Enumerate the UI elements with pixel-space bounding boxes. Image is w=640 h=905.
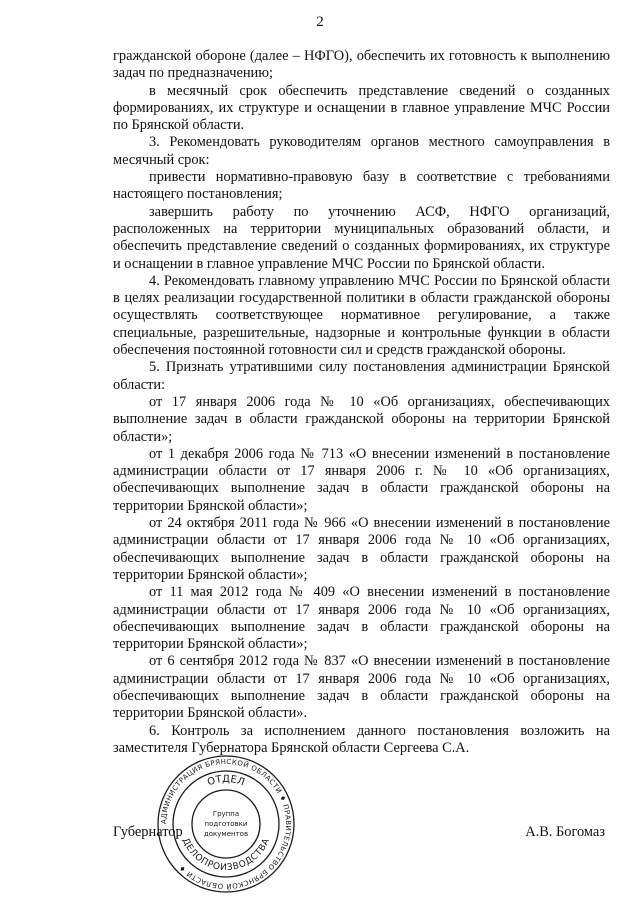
paragraph-11: от 11 мая 2012 года № 409 «О внесении изменений в постановление администрации области от 17 января 2006 года № 10 «Об организациях, обеспечивающих выполнение задач в области гражданской обороны на территории Брянской области»; [113,584,610,653]
stamp-center-line-1: Группа [212,810,240,818]
stamp-center-line-3: документов [203,830,249,838]
signature-name: А.В. Богомаз [525,824,605,840]
paragraph-10: от 24 октября 2011 года № 966 «О внесении изменений в постановление администрации области от 17 января 2006 года № 10 «Об организациях, обеспечивающих выполнение задач в области гражданской обороны на территории Брянской области»; [113,515,610,583]
stamp-bottom-text: ДЕЛОПРОИЗВОДСТВА [179,836,273,874]
document-body [113,48,610,757]
stamp-outer-text: АДМИНИСТРАЦИЯ БРЯНСКОЙ ОБЛАСТИ ♦ ПРАВИТЕЛЬСТВО БРЯНСКОЙ ОБЛАСТИ ♦ [159,757,293,891]
page-number: 2 [316,14,324,30]
office-stamp [156,754,296,894]
paragraph-9: от 1 декабря 2006 года № 713 «О внесении изменений в постановление администрации области от 17 января 2006 г. № 10 «Об организациях, обеспечивающих выполнение задач в области гражданской обороны на территории Брянской области»; [113,445,610,514]
paragraph-3: 3. Рекомендовать руководителям органов местного самоуправления в месячный срок: [113,134,610,168]
paragraph-6: 4. Рекомендовать главному управлению МЧС России по Брянской области в целях реализации государственной политики в области гражданской обороны осуществлять соответствующее нормативное регулирование, а также специальные, разрешительные, надзорные и контрольные функции в области обеспечения постоянной готовности сил и средств гражданской обороны. [113,272,610,359]
paragraph-4: привести нормативно-правовую базу в соответствие с требованиями настоящего постановления; [113,169,610,203]
paragraph-5: завершить работу по уточнению АСФ, НФГО организаций, расположенных на территории муниципальных образований области, и обеспечить представление сведений о созданных формированиях, их структуре и оснащении в главное управление МЧС России по Брянской области. [113,203,610,272]
signature-position: Губернатор [113,824,183,840]
paragraph-12: от 6 сентября 2012 года № 837 «О внесении изменений в постановление администрации области от 17 января 2006 года № 10 «Об организациях, обеспечивающих выполнение задач в области гражданской обороны на территории Брянской области». [113,653,610,722]
paragraph-2: в месячный срок обеспечить представление сведений о созданных формированиях, их структуре и оснащении в главное управление МЧС России по Брянской области. [113,82,610,134]
paragraph-8: от 17 января 2006 года № 10 «Об организациях, обеспечивающих выполнение задач в области гражданской обороны на территории Брянской области»; [113,393,610,445]
stamp-center-line-2: подготовки [204,820,248,828]
paragraph-1: гражданской обороне (далее – НФГО), обеспечить их готовность к выполнению задач по предназначению; [113,48,610,82]
paragraph-13: 6. Контроль за исполнением данного постановления возложить на заместителя Губернатора Брянской области Сергеева С.А. [113,722,610,756]
stamp-top-text: ОТДЕЛ [206,773,246,789]
paragraph-7: 5. Признать утратившими силу постановления администрации Брянской области: [113,359,610,393]
